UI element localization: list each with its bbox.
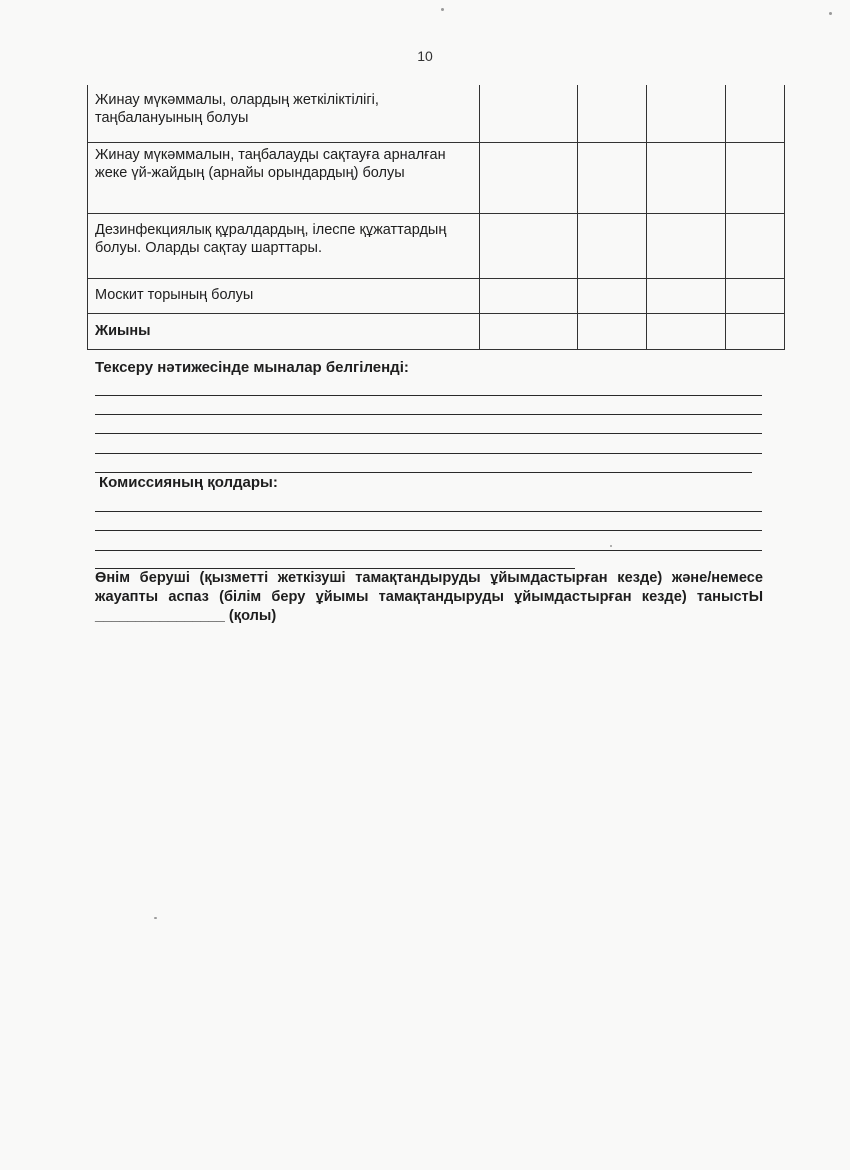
table-cell	[647, 214, 726, 279]
table-cell	[578, 85, 647, 143]
inspection-checklist-table	[87, 85, 785, 350]
page-number: 10	[417, 48, 433, 64]
table-cell	[726, 279, 785, 314]
table-cell	[578, 214, 647, 279]
table-cell	[647, 314, 726, 350]
row-label: Дезинфекциялық құралдардың, ілеспе құжаттардың болуы. Оларды сақтау шарттары.	[88, 214, 480, 279]
total-label: Жиыны	[88, 314, 480, 350]
table-cell	[578, 314, 647, 350]
table-cell	[726, 85, 785, 143]
table-cell	[647, 85, 726, 143]
signature-line	[95, 550, 762, 551]
table-cell	[647, 143, 726, 214]
table-cell	[480, 214, 578, 279]
table-row	[88, 143, 785, 214]
table-cell	[480, 314, 578, 350]
signatures-heading: Комиссияның қолдары:	[99, 474, 278, 491]
table-cell	[578, 143, 647, 214]
findings-line	[95, 433, 762, 434]
scan-speck	[829, 12, 832, 15]
findings-line	[95, 453, 762, 454]
row-label: Жинау мүкәммалы, олардың жеткіліктілігі, таңбалануының болуы	[88, 85, 480, 143]
table-cell	[480, 85, 578, 143]
findings-line	[95, 472, 752, 473]
table-cell	[480, 143, 578, 214]
acknowledgement-text: Өнім беруші (қызметті жеткізуші тамақтандыруды ұйымдастырған кезде) және/немесе жауапты аспаз (білім беру ұйымы тамақтандыруды ұйымдастырған кезде) таныстЫ ________________ (қолы)	[95, 570, 763, 624]
table-cell	[726, 214, 785, 279]
table-cell	[647, 279, 726, 314]
signature-line	[95, 511, 762, 512]
table-cell	[726, 314, 785, 350]
signature-line	[95, 530, 762, 531]
scan-speck	[610, 545, 612, 547]
row-label: Москит торының болуы	[88, 279, 480, 314]
row-label: Жинау мүкәммалын, таңбалауды сақтауға арналған жеке үй-жайдың (арнайы орындардың) болуы	[88, 143, 480, 214]
table-row	[88, 279, 785, 314]
findings-line	[95, 414, 762, 415]
scan-speck	[154, 917, 157, 919]
table-cell	[726, 143, 785, 214]
table-row	[88, 214, 785, 279]
findings-heading: Тексеру нәтижесінде мыналар белгіленді:	[95, 359, 409, 376]
findings-line	[95, 395, 762, 396]
table-cell	[578, 279, 647, 314]
table-total-row	[88, 314, 785, 350]
scan-speck	[441, 8, 444, 11]
table-row	[88, 85, 785, 143]
table-cell	[480, 279, 578, 314]
